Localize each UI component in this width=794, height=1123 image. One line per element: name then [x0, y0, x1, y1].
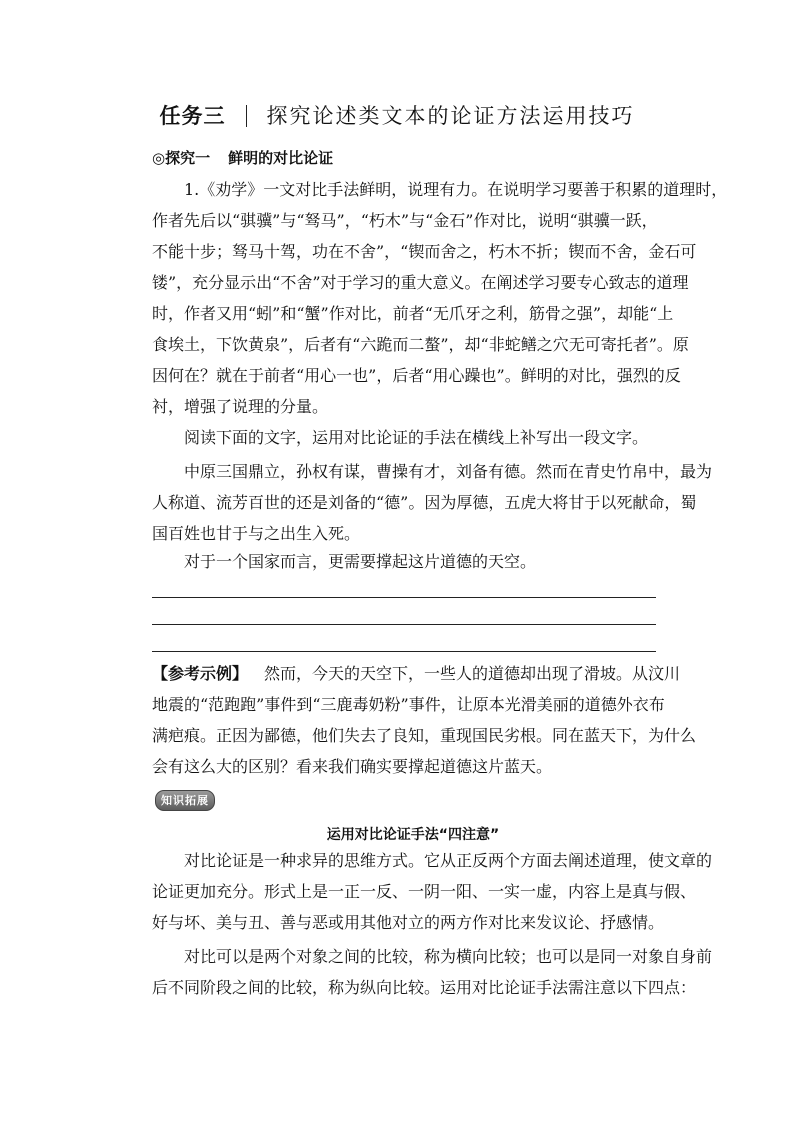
knowledge-extension-badge: 知识拓展 — [155, 790, 215, 811]
title-divider — [246, 105, 247, 127]
text-line: 人称道、流芳百世的还是刘备的“德”。因为厚德，五虎大将甘于以死献命，蜀 — [152, 493, 697, 512]
text-line: 1.《劝学》一文对比手法鲜明，说理有力。在说明学习要善于积累的道理时， — [184, 180, 728, 199]
text-line: 论证更加充分。形式上是一正一反、一阴一阳、一实一虚，内容上是真与假、 — [152, 882, 697, 901]
text-line: 国百姓也甘于与之出生入死。 — [152, 524, 361, 543]
section-marker: ◎探究一 — [152, 149, 211, 167]
task-topic: 探究论述类文本的论证方法运用技巧 — [266, 104, 635, 128]
text-line: 然而，今天的天空下，一些人的道德却出现了滑坡。从汶川 — [264, 664, 681, 683]
instruction-paragraph — [152, 422, 672, 453]
text-line: 对比论证是一种求异的思维方式。它从正反两个方面去阐述道理，使文章的 — [184, 851, 713, 870]
text-line: 食埃土，下饮黄泉”，后者有“六跪而二螯”，却“非蛇鳝之穴无可寄托者”。原 — [152, 335, 689, 354]
answer-blank-line — [152, 651, 656, 652]
text-line: 对比可以是两个对象之间的比较，称为横向比较；也可以是同一对象自身前 — [184, 947, 713, 966]
text-line: 后不同阶段之间的比较，称为纵向比较。运用对比论证手法需注意以下四点： — [152, 978, 697, 997]
passage-ending — [152, 546, 672, 577]
text-line: 时，作者又用“蚓”和“蟹”作对比，前者“无爪牙之利，筋骨之强”，却能“上 — [152, 304, 674, 323]
text-line: 因何在？就在于前者“用心一也”，后者“用心躁也”。鲜明的对比，强烈的反 — [152, 366, 681, 385]
extension-subtitle: 运用对比论证手法“四注意” — [326, 827, 500, 843]
text-line: 地震的“范跑跑”事件到“三鹿毒奶粉”事件，让原本光滑美丽的道德外衣布 — [152, 695, 665, 714]
text-line: 镂”，充分显示出“不舍”对于学习的重大意义。在阐述学习要专心致志的道理 — [152, 273, 689, 292]
text-line: 好与坏、美与丑、善与恶或用其他对立的两方作对比来发议论、抒感情。 — [152, 913, 665, 932]
reference-example — [152, 658, 697, 782]
answer-blank-line — [152, 624, 656, 625]
text-line: 会有这么大的区别？看来我们确实要撑起道德这片蓝天。 — [152, 757, 553, 776]
paragraph-quanxue — [152, 174, 728, 422]
text-line: 衬，增强了说理的分量。 — [152, 397, 329, 416]
section-heading — [152, 147, 333, 168]
reference-label: 【参考示例】 — [152, 664, 249, 683]
text-line: 中原三国鼎立，孙权有谋，曹操有才，刘备有德。然而在青史竹帛中，最为 — [184, 462, 713, 481]
text-line: 满疤痕。正因为鄙德，他们失去了良知，重现国民劣根。同在蓝天下，为什么 — [152, 726, 697, 745]
text-line: 不能十步；驽马十驾，功在不舍”，“锲而舍之，朽木不折；锲而不舍，金石可 — [152, 242, 697, 261]
passage-paragraph — [152, 456, 713, 549]
instruction-text: 阅读下面的文字，运用对比论证的手法在横线上补写出一段文字。 — [184, 428, 649, 447]
page-title — [0, 100, 794, 130]
text-line: 作者先后以“骐骥”与“驽马”，“朽木”与“金石”作对比，说明“骐骥一跃， — [152, 211, 658, 230]
extension-paragraph-2 — [152, 941, 713, 1003]
passage-end-text: 对于一个国家而言，更需要撑起这片道德的天空。 — [184, 552, 537, 571]
extension-paragraph-1 — [152, 845, 713, 938]
section-title: 鲜明的对比论证 — [228, 149, 334, 167]
task-label: 任务三 — [159, 104, 226, 128]
answer-blank-line — [152, 597, 656, 598]
